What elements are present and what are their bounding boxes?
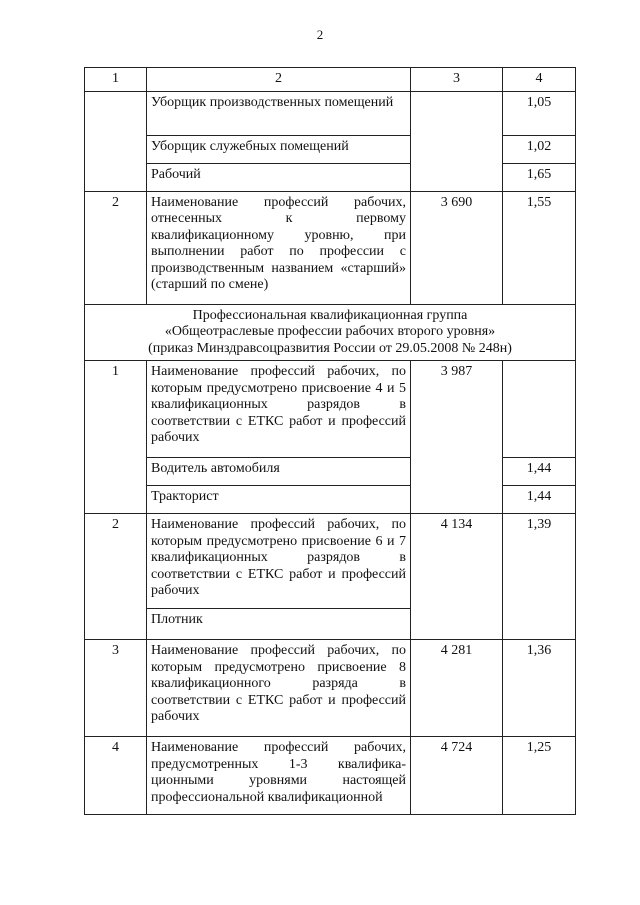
- page-number: 2: [316, 27, 324, 42]
- salary-cell: [411, 91, 503, 191]
- table-row: [85, 737, 576, 815]
- table-row: [85, 91, 576, 135]
- table-row: [85, 486, 576, 514]
- table-row: [85, 135, 576, 163]
- table-row: [85, 361, 576, 458]
- profession-name: Уборщик производственных помещений: [147, 91, 411, 135]
- table-row: [85, 163, 576, 191]
- level-description: Наименование профессий рабочих, предусмотренных 1-3 квалифика-ционными уровнями настоящей профессиональной квалификационной: [147, 737, 411, 815]
- level-number-cell: [85, 91, 147, 191]
- salary: 4 724: [411, 737, 503, 815]
- salary-table: [84, 67, 576, 815]
- coefficient: 1,25: [503, 737, 576, 815]
- profession-name: Плотник: [147, 609, 411, 640]
- level-number: 4: [85, 737, 147, 815]
- coefficient: 1,36: [503, 640, 576, 737]
- level-number: 2: [85, 191, 147, 304]
- coefficient: 1,65: [503, 163, 576, 191]
- group-title: [85, 304, 576, 361]
- coefficient: 1,39: [503, 514, 576, 640]
- salary: 4 134: [411, 514, 503, 640]
- salary: 4 281: [411, 640, 503, 737]
- table-row: [85, 514, 576, 609]
- salary: 3 690: [411, 191, 503, 304]
- level-description: Наименование профессий рабочих, по которым предусмотрено присвоение 4 и 5 квалификационных разрядов в соответствии с ЕТКС работ и профессий рабочих: [147, 361, 411, 458]
- header-row: [85, 68, 576, 92]
- profession-name: Тракторист: [147, 486, 411, 514]
- level-description: Наименование профессий рабочих, по которым предусмотрено присвоение 8 квалификационного разряда в соответствии с ЕТКС работ и профессий рабочих: [147, 640, 411, 737]
- header-col-4: 4: [503, 68, 576, 92]
- coefficient: 1,05: [503, 91, 576, 135]
- coefficient: 1,44: [503, 458, 576, 486]
- level-number: 1: [85, 361, 147, 514]
- level-description: Наименование профессий рабочих, отнесенных к первому квалификационному уровню, при выполнении работ по профессии с производственным названием «старший» (старший по смене): [147, 191, 411, 304]
- coefficient: 1,44: [503, 486, 576, 514]
- level-description: Наименование профессий рабочих, по которым предусмотрено присвоение 6 и 7 квалификационных разрядов в соответствии с ЕТКС работ и профессий рабочих: [147, 514, 411, 609]
- header-col-3: 3: [411, 68, 503, 92]
- profession-name: Водитель автомобиля: [147, 458, 411, 486]
- level-number: 2: [85, 514, 147, 640]
- group-title-line-2: «Общеотраслевые профессии рабочих второго уровня»: [164, 324, 496, 339]
- profession-name: Уборщик служебных помещений: [147, 135, 411, 163]
- table-row: [85, 458, 576, 486]
- group-title-line-3: (приказ Минздравсоцразвития России от 29.05.2008 № 248н): [148, 340, 512, 356]
- header-col-2: 2: [147, 68, 411, 92]
- group-header-row: [85, 304, 576, 361]
- profession-name: Рабочий: [147, 163, 411, 191]
- salary: 3 987: [411, 361, 503, 514]
- table-row: [85, 191, 576, 304]
- group-title-line-1: Профессиональная квалификационная группа: [192, 307, 468, 323]
- coefficient: 1,02: [503, 135, 576, 163]
- coefficient-empty: [503, 361, 576, 458]
- table-row: [85, 640, 576, 737]
- coefficient: 1,55: [503, 191, 576, 304]
- header-col-1: 1: [85, 68, 147, 92]
- level-number: 3: [85, 640, 147, 737]
